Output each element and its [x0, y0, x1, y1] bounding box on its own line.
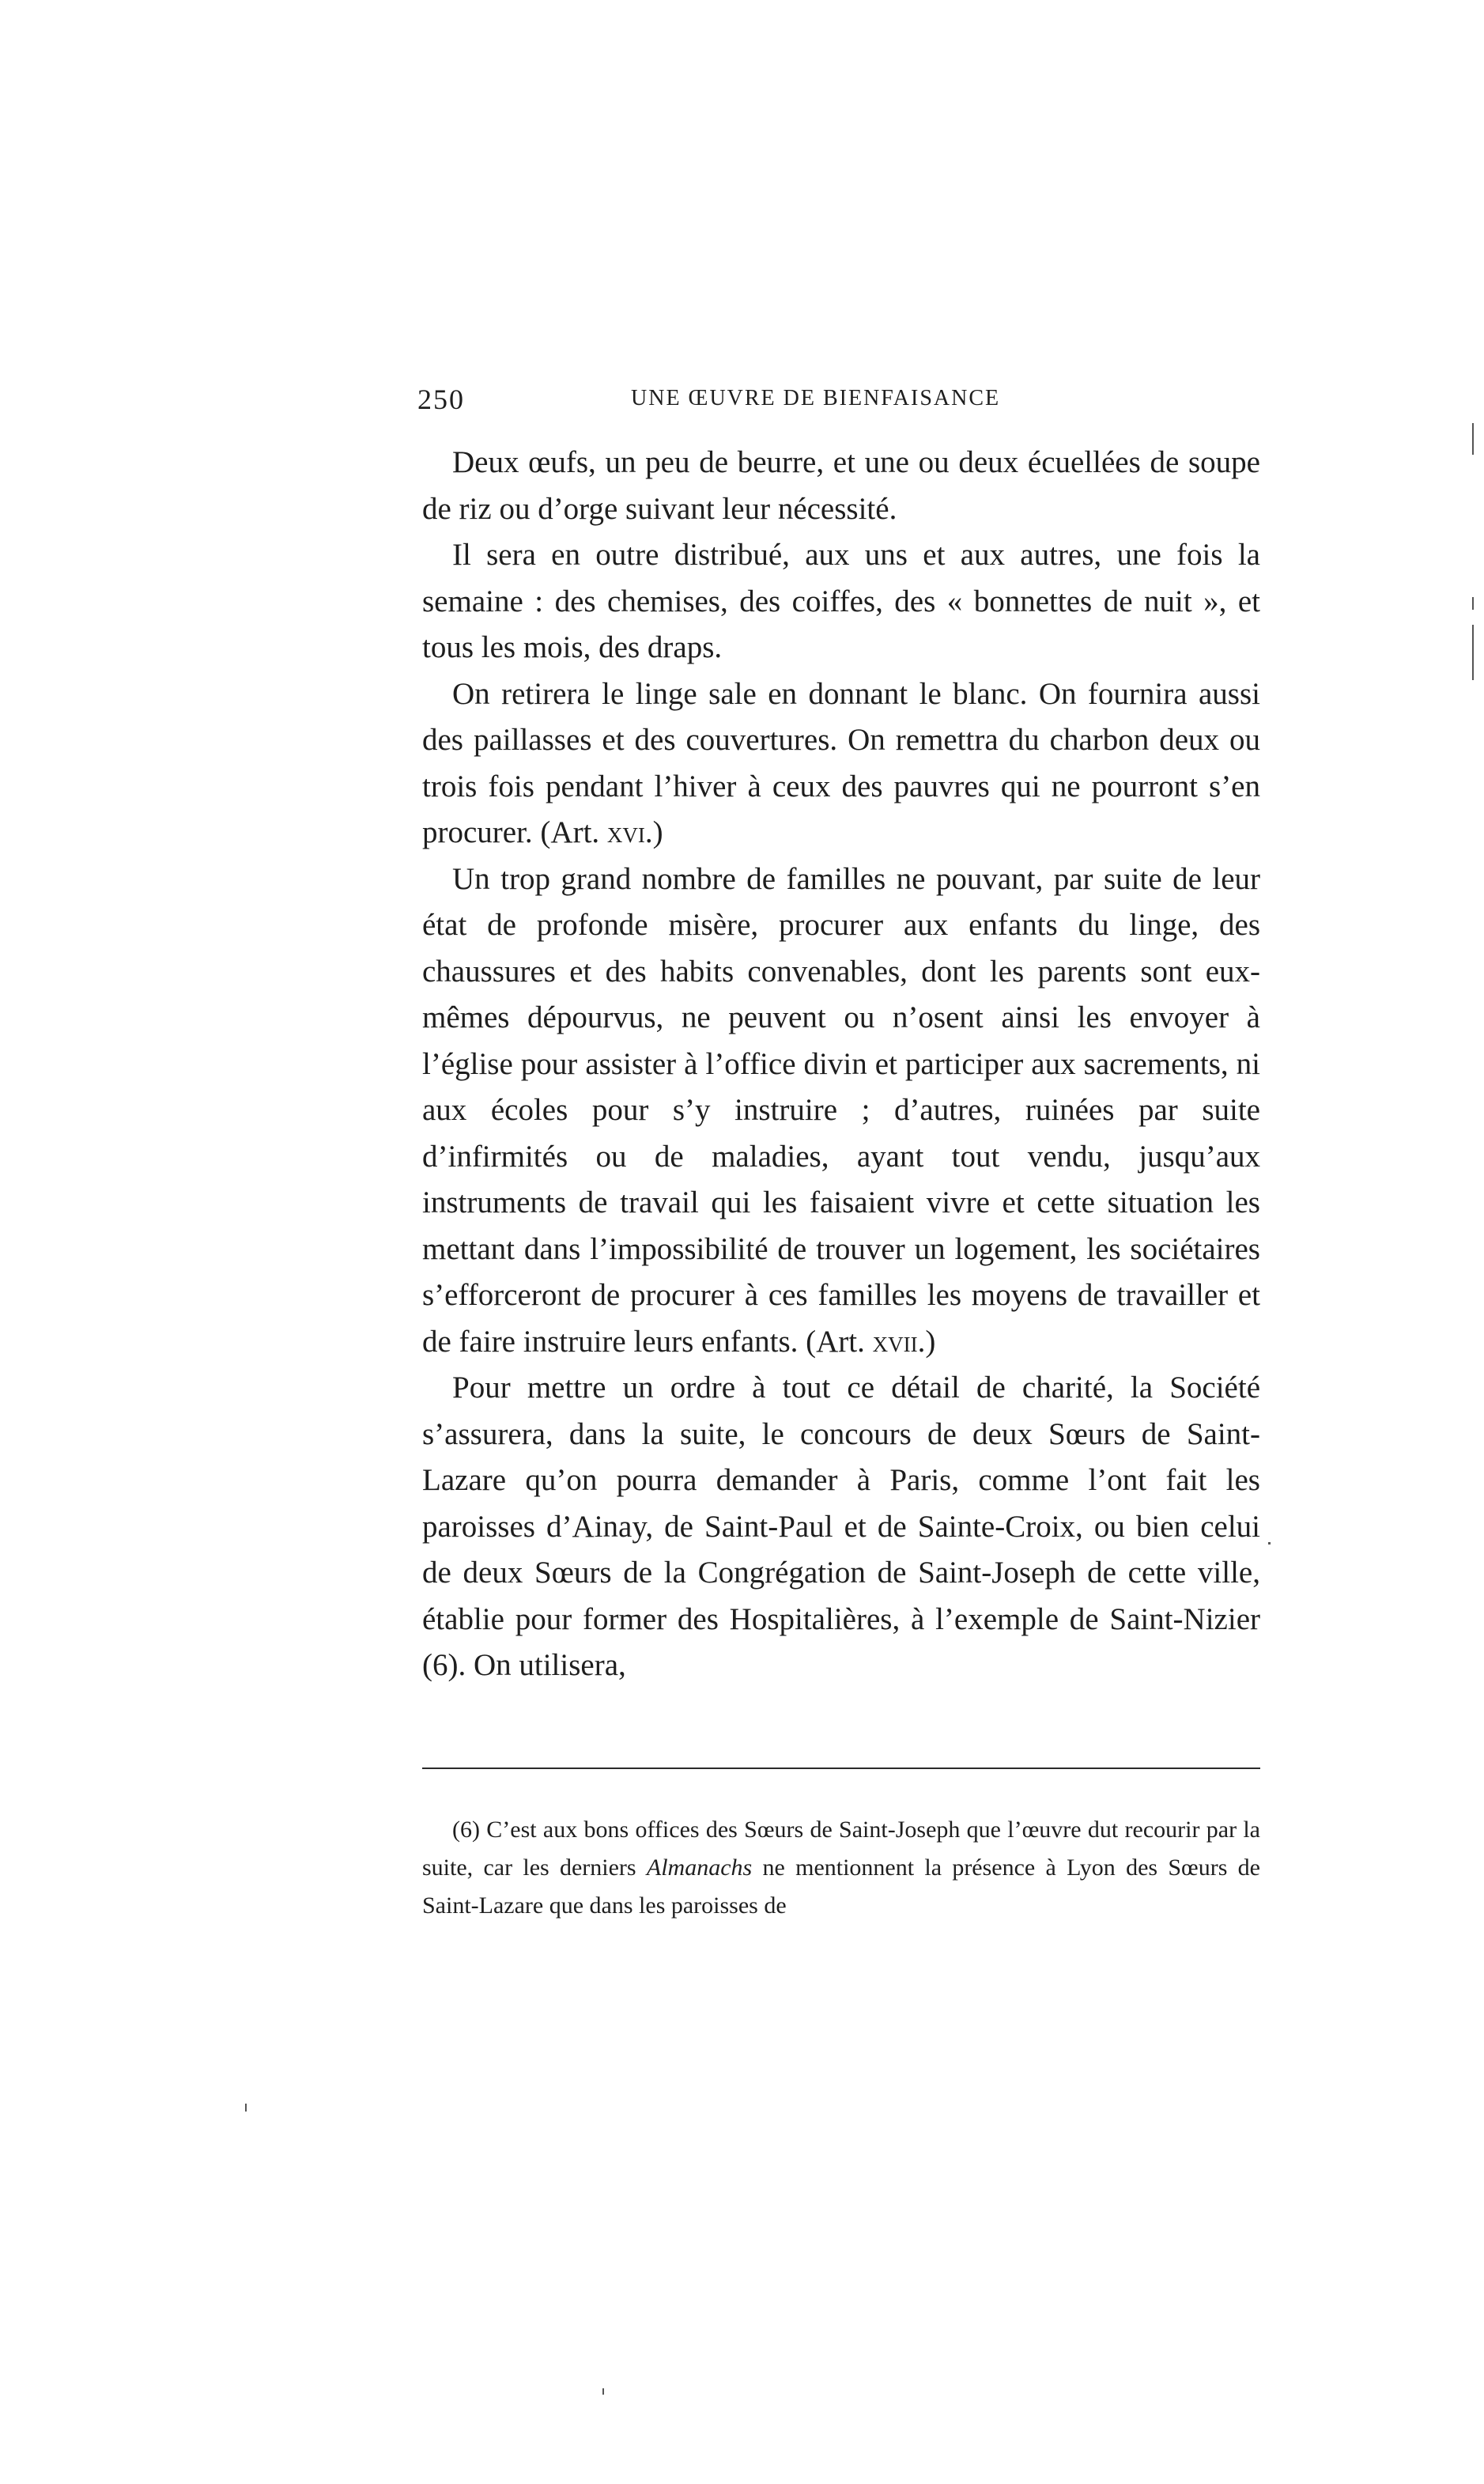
footnote-text-after: ne mentionnent la présence à Lyon des Sœurs de Saint-Lazare que dans les paroisses de — [422, 1854, 1260, 1919]
page-number: 250 — [417, 384, 465, 415]
article-reference: xvii — [872, 1324, 918, 1359]
footnote-divider — [422, 1768, 1260, 1769]
article-reference: xvi — [606, 815, 645, 849]
paragraph-3-text: On retirera le linge sale en donnant le blanc. On fournira aussi des paillasses et des couvertures. On remettra du charbon deux ou trois fois pendant l’hiver à ceux des pauvres qui ne pourront s’en procurer. (Art. — [422, 676, 1260, 849]
margin-mark — [1472, 625, 1474, 680]
running-title: UNE ŒUVRE DE BIENFAISANCE — [631, 386, 1001, 410]
paragraph-4 — [422, 856, 1260, 1366]
footnote-6 — [422, 1811, 1260, 1925]
paragraph-3 — [422, 671, 1260, 856]
paragraph-1: Deux œufs, un peu de beurre, et une ou deux écuellées de soupe de riz ou d’orge suivant leur nécessité. — [422, 445, 1260, 526]
page-header — [417, 383, 1263, 418]
scan-speck — [1268, 1542, 1271, 1544]
scan-speck — [602, 2388, 604, 2395]
paragraph-5: Pour mettre un ordre à tout ce détail de charité, la Société s’assurera, dans la suite, le concours de deux Sœurs de Saint-Lazare qu’on pourra demander à Paris, comme l’ont fait les paroisses d’Ainay, de Saint-Paul et de Sainte-Croix, ou bien celui de deux Sœurs de la Congrégation de Saint-Joseph de cette ville, établie pour former des Hospitalières, à l’exemple de Saint-Nizier (6). On utilisera, — [422, 1371, 1260, 1682]
paragraph-4-text: Un trop grand nombre de familles ne pouvant, par suite de leur état de profonde misère, procurer aux enfants du linge, des chaussures et des habits convenables, dont les parents sont eux-mêmes dépourvus, ne peuvent ou n’osent ainsi les envoyer à l’église pour assister à l’office divin et participer aux sacrements, ni aux écoles pour s’y instruire ; d’autres, ruinées par suite d’infirmités ou de maladies, ayant tout vendu, jusqu’aux instruments de travail qui les faisaient vivre et cette situation les mettant dans l’impossibilité de trouver un logement, les sociétaires s’efforceront de procurer à ces familles les moyens de travailler et de faire instruire leurs enfants. (Art. — [422, 861, 1260, 1359]
margin-mark — [1472, 597, 1474, 610]
paragraph-4-end: .) — [917, 1324, 936, 1359]
scan-speck — [245, 2104, 247, 2112]
footnote-italic: Almanachs — [646, 1854, 753, 1881]
main-text — [422, 440, 1260, 1689]
paragraph-3-end: .) — [644, 815, 663, 849]
paragraph-2: Il sera en outre distribué, aux uns et aux autres, une fois la semaine : des chemises, des coiffes, des « bonnettes de nuit », et tous les mois, des draps. — [422, 538, 1260, 664]
footnote-text-before: (6) C’est aux bons offices des Sœurs de Saint-Joseph que l’œuvre dut recourir par la suite, car les derniers — [422, 1817, 1260, 1881]
margin-mark — [1472, 423, 1474, 455]
